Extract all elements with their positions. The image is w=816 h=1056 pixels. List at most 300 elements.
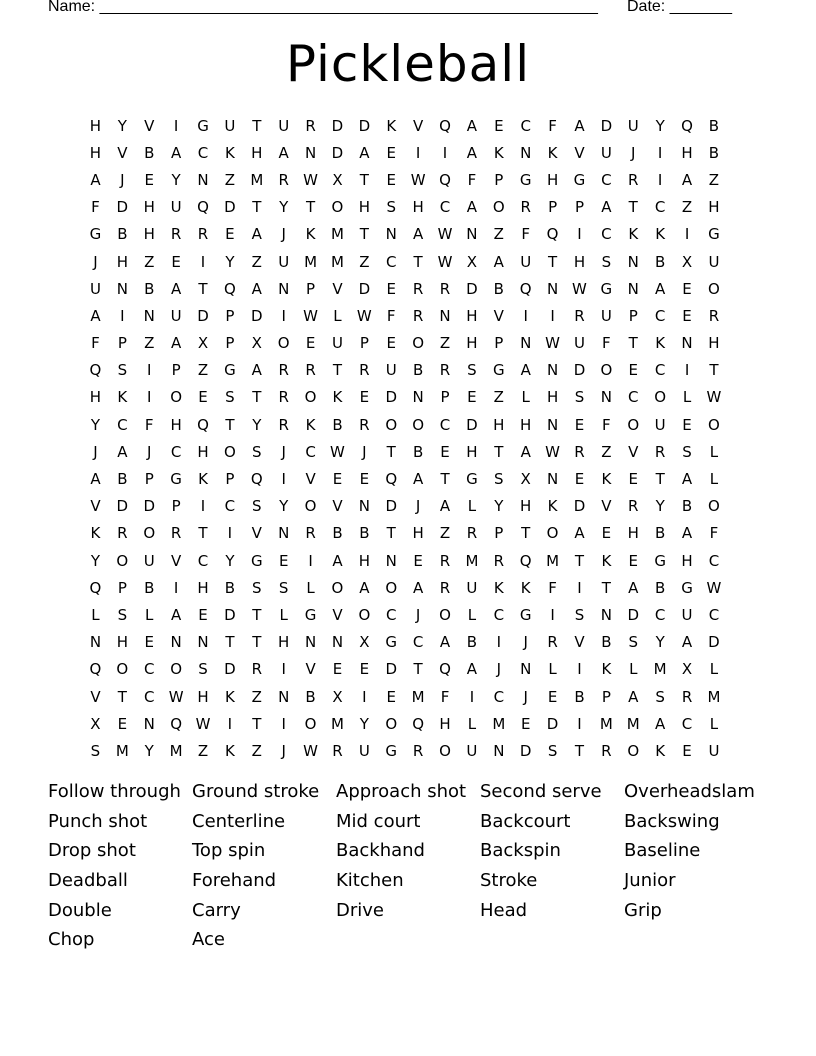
grid-letter[interactable]: V xyxy=(332,605,343,624)
grid-letter[interactable]: F xyxy=(440,687,450,706)
grid-letter[interactable]: A xyxy=(413,225,424,244)
grid-letter[interactable]: A xyxy=(601,198,612,217)
grid-letter[interactable]: L xyxy=(709,660,719,679)
grid-letter[interactable]: F xyxy=(548,578,557,597)
grid-letter[interactable]: D xyxy=(224,605,236,624)
grid-letter[interactable]: P xyxy=(574,198,584,217)
grid-letter[interactable]: A xyxy=(413,578,424,597)
grid-letter[interactable]: T xyxy=(628,198,638,217)
grid-letter[interactable]: T xyxy=(628,334,638,353)
grid-letter[interactable]: S xyxy=(574,605,585,624)
grid-letter[interactable]: R xyxy=(439,578,451,597)
grid-letter[interactable]: O xyxy=(143,524,156,543)
grid-letter[interactable]: Y xyxy=(117,116,127,135)
grid-letter[interactable]: W xyxy=(437,225,453,244)
grid-letter[interactable]: I xyxy=(308,551,313,570)
grid-letter[interactable]: A xyxy=(251,361,262,380)
grid-letter[interactable]: I xyxy=(147,388,152,407)
grid-letter[interactable]: D xyxy=(627,605,640,624)
grid-letter[interactable]: X xyxy=(197,334,209,353)
grid-letter[interactable]: G xyxy=(573,170,586,189)
grid-letter[interactable]: B xyxy=(708,143,720,162)
grid-letter[interactable]: I xyxy=(523,306,528,325)
grid-letter[interactable]: E xyxy=(359,388,370,407)
grid-letter[interactable]: L xyxy=(709,442,719,461)
grid-letter[interactable]: O xyxy=(116,660,129,679)
grid-letter[interactable]: E xyxy=(171,252,181,271)
grid-letter[interactable]: Y xyxy=(279,497,289,516)
grid-letter[interactable]: F xyxy=(91,198,100,217)
grid-letter[interactable]: P xyxy=(225,470,235,489)
grid-letter[interactable]: Z xyxy=(251,252,262,271)
grid-letter[interactable]: A xyxy=(251,225,262,244)
grid-letter[interactable]: U xyxy=(520,252,532,271)
grid-letter[interactable]: G xyxy=(385,741,398,760)
grid-letter[interactable]: H xyxy=(466,442,478,461)
grid-letter[interactable]: U xyxy=(681,605,693,624)
grid-letter[interactable]: Y xyxy=(225,551,235,570)
grid-letter[interactable]: F xyxy=(602,415,611,434)
grid-letter[interactable]: G xyxy=(89,225,102,244)
grid-letter[interactable]: J xyxy=(93,442,98,461)
grid-letter[interactable]: I xyxy=(684,225,690,244)
grid-letter[interactable]: P xyxy=(359,334,369,353)
grid-letter[interactable]: E xyxy=(144,633,154,652)
grid-letter[interactable]: F xyxy=(709,524,719,543)
grid-letter[interactable]: L xyxy=(467,714,477,733)
grid-letter[interactable]: V xyxy=(332,497,343,516)
grid-letter[interactable]: R xyxy=(412,741,424,760)
grid-letter[interactable]: Y xyxy=(144,741,154,760)
grid-letter[interactable]: K xyxy=(332,388,343,407)
grid-letter[interactable]: O xyxy=(439,741,451,760)
grid-letter[interactable]: I xyxy=(281,660,286,679)
grid-letter[interactable]: G xyxy=(224,361,236,380)
grid-letter[interactable]: T xyxy=(332,361,343,380)
grid-letter[interactable]: R xyxy=(278,415,289,434)
grid-letter[interactable]: O xyxy=(654,388,667,407)
grid-letter[interactable]: C xyxy=(197,551,209,570)
grid-letter[interactable]: J xyxy=(415,605,421,624)
grid-letter[interactable]: H xyxy=(439,714,451,733)
grid-letter[interactable]: O xyxy=(385,714,398,733)
grid-letter[interactable]: M xyxy=(465,551,479,570)
grid-letter[interactable]: Z xyxy=(493,388,504,407)
grid-letter[interactable]: W xyxy=(545,334,560,353)
grid-letter[interactable]: U xyxy=(170,306,182,325)
grid-letter[interactable]: R xyxy=(170,524,182,543)
grid-letter[interactable]: H xyxy=(251,143,263,162)
grid-letter[interactable]: A xyxy=(439,633,451,652)
grid-letter[interactable]: H xyxy=(89,388,102,407)
grid-letter[interactable]: R xyxy=(574,442,585,461)
grid-letter[interactable]: T xyxy=(225,633,235,652)
grid-letter[interactable]: J xyxy=(362,442,367,461)
grid-letter[interactable]: U xyxy=(170,198,182,217)
grid-letter[interactable]: G xyxy=(708,225,720,244)
grid-letter[interactable]: E xyxy=(198,388,208,407)
grid-letter[interactable]: D xyxy=(466,415,478,434)
grid-letter[interactable]: N xyxy=(304,143,317,162)
grid-letter[interactable]: C xyxy=(654,306,666,325)
grid-letter[interactable]: R xyxy=(278,361,289,380)
grid-letter[interactable]: G xyxy=(250,551,263,570)
grid-letter[interactable]: U xyxy=(278,252,290,271)
grid-letter[interactable]: N xyxy=(627,279,639,298)
grid-letter[interactable]: V xyxy=(305,660,316,679)
grid-letter[interactable]: C xyxy=(493,687,505,706)
grid-letter[interactable]: B xyxy=(655,252,666,271)
grid-letter[interactable]: B xyxy=(493,279,504,298)
grid-letter[interactable]: T xyxy=(709,361,719,380)
grid-letter[interactable]: O xyxy=(546,524,559,543)
grid-letter[interactable]: A xyxy=(170,279,182,298)
grid-letter[interactable]: D xyxy=(600,116,613,135)
grid-letter[interactable]: N xyxy=(170,633,182,652)
grid-letter[interactable]: Q xyxy=(412,714,425,733)
grid-letter[interactable]: C xyxy=(117,415,128,434)
grid-letter[interactable]: C xyxy=(143,660,155,679)
grid-letter[interactable]: L xyxy=(145,605,154,624)
grid-letter[interactable]: O xyxy=(304,497,317,516)
grid-letter[interactable]: T xyxy=(252,116,262,135)
grid-letter[interactable]: A xyxy=(170,334,182,353)
grid-letter[interactable]: I xyxy=(469,687,475,706)
grid-letter[interactable]: P xyxy=(144,470,154,489)
grid-letter[interactable]: D xyxy=(251,306,263,325)
grid-letter[interactable]: H xyxy=(708,334,720,353)
grid-letter[interactable]: E xyxy=(682,306,692,325)
grid-letter[interactable]: R xyxy=(412,279,424,298)
grid-letter[interactable]: O xyxy=(412,334,425,353)
name-field[interactable]: Name: ________________________________________________________ xyxy=(48,0,598,15)
grid-letter[interactable]: U xyxy=(600,306,612,325)
grid-letter[interactable]: F xyxy=(386,306,396,325)
grid-letter[interactable]: T xyxy=(413,660,423,679)
grid-letter[interactable]: O xyxy=(304,388,317,407)
grid-letter[interactable]: X xyxy=(466,252,478,271)
grid-letter[interactable]: D xyxy=(708,633,720,652)
grid-letter[interactable]: H xyxy=(466,306,478,325)
grid-letter[interactable]: Z xyxy=(359,252,370,271)
grid-letter[interactable]: G xyxy=(170,470,182,489)
grid-letter[interactable]: A xyxy=(520,442,531,461)
grid-letter[interactable]: N xyxy=(385,225,397,244)
grid-letter[interactable]: R xyxy=(305,361,316,380)
grid-letter[interactable]: O xyxy=(116,551,129,570)
grid-letter[interactable]: W xyxy=(356,306,372,325)
grid-letter[interactable]: M xyxy=(250,170,264,189)
grid-letter[interactable]: A xyxy=(170,605,182,624)
grid-letter[interactable]: D xyxy=(358,116,371,135)
grid-letter[interactable]: C xyxy=(654,198,666,217)
grid-letter[interactable]: R xyxy=(412,306,424,325)
grid-letter[interactable]: I xyxy=(657,170,663,189)
grid-letter[interactable]: E xyxy=(144,170,154,189)
grid-letter[interactable]: I xyxy=(496,633,502,652)
grid-letter[interactable]: K xyxy=(655,334,666,353)
grid-letter[interactable]: Y xyxy=(90,551,101,570)
grid-letter[interactable]: M xyxy=(169,741,183,760)
grid-letter[interactable]: R xyxy=(574,306,585,325)
grid-letter[interactable]: T xyxy=(359,170,369,189)
grid-letter[interactable]: M xyxy=(653,660,667,679)
grid-letter[interactable]: T xyxy=(117,687,127,706)
grid-letter[interactable]: B xyxy=(412,442,424,461)
grid-letter[interactable]: E xyxy=(413,551,423,570)
grid-letter[interactable]: R xyxy=(439,361,451,380)
grid-letter[interactable]: O xyxy=(170,660,183,679)
grid-letter[interactable]: Z xyxy=(224,170,236,189)
grid-letter[interactable]: I xyxy=(227,714,233,733)
grid-letter[interactable]: F xyxy=(548,116,557,135)
grid-letter[interactable]: W xyxy=(195,714,211,733)
grid-letter[interactable]: V xyxy=(332,279,343,298)
grid-letter[interactable]: L xyxy=(306,578,315,597)
grid-letter[interactable]: H xyxy=(358,551,370,570)
grid-letter[interactable]: E xyxy=(682,415,692,434)
grid-letter[interactable]: R xyxy=(601,741,612,760)
grid-letter[interactable]: R xyxy=(305,116,316,135)
grid-letter[interactable]: N xyxy=(439,306,451,325)
grid-letter[interactable]: S xyxy=(386,198,396,217)
grid-letter[interactable]: M xyxy=(546,551,560,570)
grid-letter[interactable]: R xyxy=(520,198,531,217)
grid-letter[interactable]: G xyxy=(197,116,209,135)
grid-letter[interactable]: E xyxy=(682,279,692,298)
grid-letter[interactable]: C xyxy=(170,442,182,461)
grid-letter[interactable]: B xyxy=(144,578,155,597)
grid-letter[interactable]: V xyxy=(493,306,504,325)
grid-letter[interactable]: A xyxy=(466,660,478,679)
grid-letter[interactable]: F xyxy=(467,170,477,189)
grid-letter[interactable]: S xyxy=(628,633,639,652)
grid-letter[interactable]: I xyxy=(550,605,555,624)
grid-letter[interactable]: L xyxy=(279,605,288,624)
grid-letter[interactable]: D xyxy=(519,741,532,760)
grid-letter[interactable]: E xyxy=(117,714,128,733)
grid-letter[interactable]: E xyxy=(305,334,316,353)
grid-letter[interactable]: R xyxy=(359,361,370,380)
grid-letter[interactable]: Y xyxy=(171,170,181,189)
grid-letter[interactable]: B xyxy=(117,470,128,489)
grid-letter[interactable]: R xyxy=(251,660,262,679)
grid-letter[interactable]: Q xyxy=(250,470,263,489)
grid-letter[interactable]: E xyxy=(682,741,692,760)
grid-letter[interactable]: M xyxy=(115,741,129,760)
grid-letter[interactable]: X xyxy=(332,170,343,189)
grid-letter[interactable]: E xyxy=(628,551,638,570)
grid-letter[interactable]: G xyxy=(466,470,478,489)
grid-letter[interactable]: P xyxy=(494,170,504,189)
grid-letter[interactable]: S xyxy=(117,361,128,380)
grid-letter[interactable]: A xyxy=(251,279,262,298)
grid-letter[interactable]: Y xyxy=(252,415,262,434)
grid-letter[interactable]: A xyxy=(628,687,639,706)
grid-letter[interactable]: Q xyxy=(223,279,236,298)
grid-letter[interactable]: O xyxy=(439,605,451,624)
grid-letter[interactable]: W xyxy=(303,170,318,189)
grid-letter[interactable]: Z xyxy=(601,442,612,461)
grid-letter[interactable]: R xyxy=(170,225,182,244)
grid-letter[interactable]: A xyxy=(520,361,531,380)
grid-letter[interactable]: I xyxy=(550,306,555,325)
grid-letter[interactable]: Z xyxy=(144,334,155,353)
grid-letter[interactable]: T xyxy=(440,470,450,489)
grid-letter[interactable]: R xyxy=(628,170,639,189)
grid-letter[interactable]: L xyxy=(548,660,557,679)
grid-letter[interactable]: T xyxy=(198,524,208,543)
grid-letter[interactable]: E xyxy=(225,225,235,244)
grid-letter[interactable]: I xyxy=(281,470,286,489)
grid-letter[interactable]: H xyxy=(170,415,182,434)
grid-letter[interactable]: Z xyxy=(197,361,209,380)
grid-letter[interactable]: K xyxy=(117,388,128,407)
grid-letter[interactable]: B xyxy=(224,578,236,597)
grid-letter[interactable]: S xyxy=(547,741,558,760)
grid-letter[interactable]: Y xyxy=(279,198,289,217)
grid-letter[interactable]: N xyxy=(520,143,532,162)
grid-letter[interactable]: X xyxy=(332,687,343,706)
grid-letter[interactable]: L xyxy=(333,306,342,325)
grid-letter[interactable]: W xyxy=(410,170,426,189)
grid-letter[interactable]: E xyxy=(386,687,396,706)
grid-letter[interactable]: I xyxy=(577,714,582,733)
grid-letter[interactable]: G xyxy=(519,170,532,189)
grid-letter[interactable]: H xyxy=(681,143,693,162)
grid-letter[interactable]: L xyxy=(521,388,530,407)
grid-letter[interactable]: F xyxy=(144,415,154,434)
grid-letter[interactable]: C xyxy=(601,225,612,244)
grid-letter[interactable]: D xyxy=(331,116,344,135)
grid-letter[interactable]: K xyxy=(305,415,316,434)
grid-letter[interactable]: C xyxy=(628,388,639,407)
grid-letter[interactable]: D xyxy=(385,497,398,516)
grid-letter[interactable]: K xyxy=(601,470,612,489)
grid-letter[interactable]: C xyxy=(654,605,666,624)
grid-letter[interactable]: O xyxy=(385,578,398,597)
grid-letter[interactable]: N xyxy=(304,633,317,652)
grid-letter[interactable]: J xyxy=(147,442,152,461)
grid-letter[interactable]: I xyxy=(200,497,206,516)
grid-letter[interactable]: C xyxy=(197,143,209,162)
grid-letter[interactable]: A xyxy=(90,306,101,325)
grid-letter[interactable]: H xyxy=(573,252,586,271)
grid-letter[interactable]: U xyxy=(708,252,720,271)
grid-letter[interactable]: H xyxy=(358,198,370,217)
grid-letter[interactable]: N xyxy=(627,252,639,271)
grid-letter[interactable]: Q xyxy=(519,551,532,570)
grid-letter[interactable]: H xyxy=(278,633,290,652)
grid-letter[interactable]: J xyxy=(281,741,286,760)
grid-letter[interactable]: O xyxy=(708,415,720,434)
grid-letter[interactable]: I xyxy=(657,143,663,162)
grid-letter[interactable]: X xyxy=(90,714,101,733)
grid-letter[interactable]: K xyxy=(601,551,612,570)
grid-letter[interactable]: H xyxy=(627,524,639,543)
grid-letter[interactable]: X xyxy=(251,334,262,353)
grid-letter[interactable]: W xyxy=(706,578,722,597)
grid-letter[interactable]: E xyxy=(520,714,531,733)
grid-letter[interactable]: A xyxy=(574,524,585,543)
grid-letter[interactable]: E xyxy=(198,605,208,624)
grid-letter[interactable]: U xyxy=(600,143,612,162)
grid-letter[interactable]: J xyxy=(523,633,528,652)
grid-letter[interactable]: S xyxy=(198,660,208,679)
grid-letter[interactable]: E xyxy=(467,388,477,407)
grid-letter[interactable]: C xyxy=(386,605,397,624)
grid-letter[interactable]: Z xyxy=(681,198,693,217)
grid-letter[interactable]: U xyxy=(358,741,370,760)
grid-letter[interactable]: H xyxy=(197,687,209,706)
grid-letter[interactable]: G xyxy=(681,578,693,597)
grid-letter[interactable]: S xyxy=(252,497,262,516)
grid-letter[interactable]: A xyxy=(681,170,693,189)
grid-letter[interactable]: A xyxy=(90,170,101,189)
grid-letter[interactable]: P xyxy=(548,198,558,217)
grid-letter[interactable]: O xyxy=(627,415,640,434)
grid-letter[interactable]: E xyxy=(332,470,343,489)
grid-letter[interactable]: O xyxy=(277,334,290,353)
grid-letter[interactable]: C xyxy=(412,633,424,652)
grid-letter[interactable]: U xyxy=(466,741,478,760)
grid-letter[interactable]: A xyxy=(681,470,693,489)
grid-letter[interactable]: T xyxy=(198,279,208,298)
grid-letter[interactable]: K xyxy=(655,225,666,244)
grid-letter[interactable]: O xyxy=(304,714,317,733)
grid-letter[interactable]: A xyxy=(466,143,478,162)
grid-letter[interactable]: Z xyxy=(439,524,451,543)
grid-letter[interactable]: G xyxy=(654,551,666,570)
grid-letter[interactable]: M xyxy=(304,252,318,271)
grid-letter[interactable]: G xyxy=(600,279,613,298)
grid-letter[interactable]: N xyxy=(278,279,290,298)
grid-letter[interactable]: K xyxy=(547,497,558,516)
grid-letter[interactable]: S xyxy=(574,388,585,407)
grid-letter[interactable]: Q xyxy=(519,279,532,298)
grid-letter[interactable]: S xyxy=(467,361,477,380)
grid-letter[interactable]: X xyxy=(359,633,370,652)
grid-letter[interactable]: Q xyxy=(439,170,451,189)
grid-letter[interactable]: R xyxy=(278,170,289,189)
grid-letter[interactable]: C xyxy=(439,198,451,217)
grid-letter[interactable]: J xyxy=(120,170,125,189)
grid-letter[interactable]: N xyxy=(197,170,209,189)
grid-letter[interactable]: K xyxy=(493,143,504,162)
grid-letter[interactable]: T xyxy=(225,415,235,434)
grid-letter[interactable]: T xyxy=(386,524,396,543)
grid-letter[interactable]: T xyxy=(305,198,316,217)
grid-letter[interactable]: J xyxy=(281,225,286,244)
grid-letter[interactable]: D xyxy=(385,388,398,407)
grid-letter[interactable]: A xyxy=(628,578,639,597)
grid-letter[interactable]: S xyxy=(225,388,235,407)
grid-letter[interactable]: H xyxy=(520,415,532,434)
grid-letter[interactable]: A xyxy=(493,252,504,271)
grid-letter[interactable]: M xyxy=(330,714,344,733)
grid-letter[interactable]: T xyxy=(413,252,423,271)
grid-letter[interactable]: Y xyxy=(655,116,665,135)
grid-letter[interactable]: Z xyxy=(251,687,262,706)
grid-letter[interactable]: O xyxy=(627,741,640,760)
grid-letter[interactable]: V xyxy=(117,143,128,162)
grid-letter[interactable]: D xyxy=(143,497,155,516)
grid-letter[interactable]: K xyxy=(547,143,558,162)
grid-letter[interactable]: I xyxy=(577,225,582,244)
grid-letter[interactable]: P xyxy=(117,578,127,597)
grid-letter[interactable]: Y xyxy=(225,252,235,271)
grid-letter[interactable]: U xyxy=(143,551,155,570)
